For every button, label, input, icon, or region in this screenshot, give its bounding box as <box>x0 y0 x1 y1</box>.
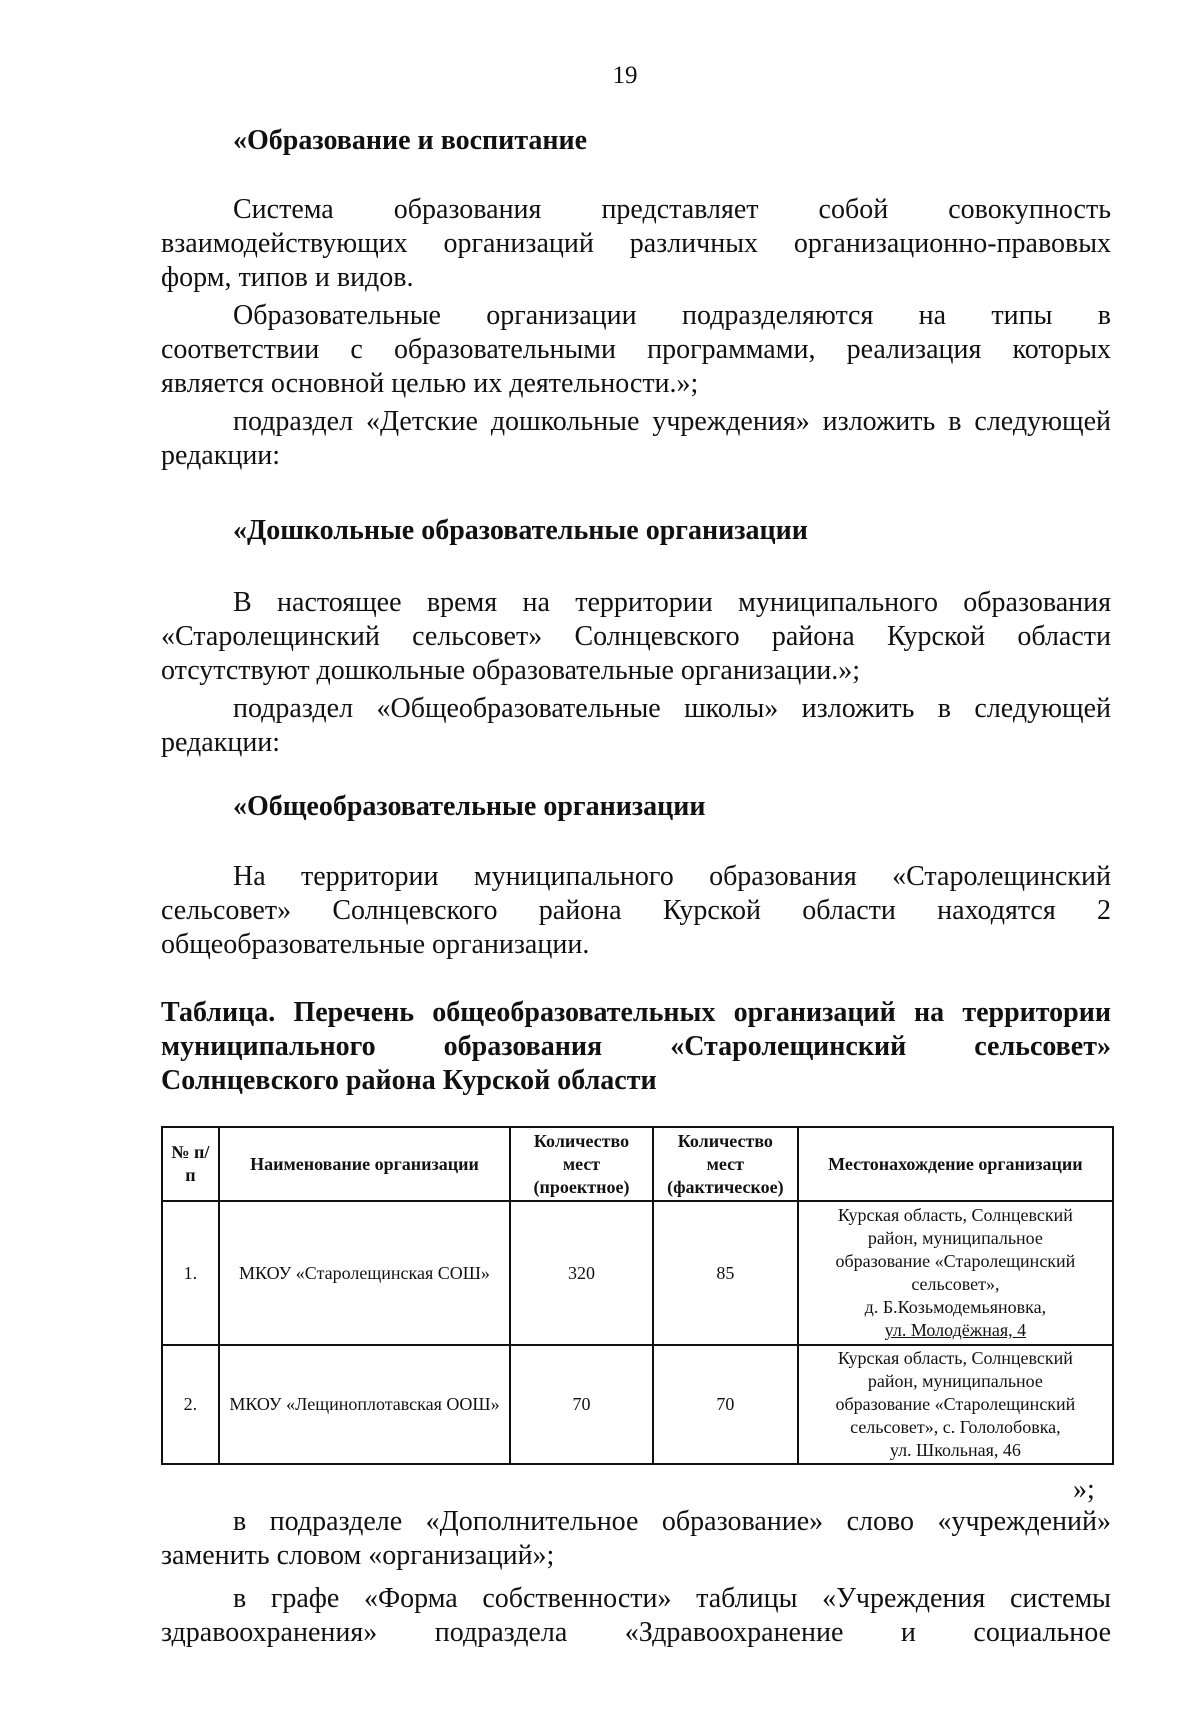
col-header-location: Местонахождение организации <box>798 1127 1113 1201</box>
section-heading-education: «Образование и воспитание <box>233 125 588 156</box>
places-actual: 85 <box>653 1201 798 1345</box>
paragraph-preschool-absent: В настоящее время на территории муниципального образования «Старолещинский сельсовет» Солнцевского района Курской области отсутствуют дошкольные образовательные организации.»; <box>161 587 1111 686</box>
table-caption: Таблица. Перечень общеобразовательных организаций на территории муниципального образования «Старолещинский сельсовет» Солнцевского района Курской области <box>161 997 1111 1096</box>
paragraph-ownership-form: в графе «Форма собственности» таблицы «Учреждения системы здравоохранения» подраздела «Здравоохранение и социальное <box>161 1583 1111 1648</box>
table-header-row <box>162 1127 1113 1201</box>
org-name: МКОУ «Старолещинская СОШ» <box>219 1201 510 1345</box>
col-header-planned: Количество мест (проектное) <box>510 1127 653 1201</box>
page-number: 19 <box>612 62 638 89</box>
org-address: Курская область, Солнцевский район, муниципальное образование «Старолещинский сельсовет», д. Б.Козьмодемьяновка, ул. Молодёжная, 4 <box>798 1201 1113 1345</box>
org-address: Курская область, Солнцевский район, муниципальное образование «Старолещинский сельсовет», с. Гололобовка, ул. Школьная, 46 <box>798 1345 1113 1464</box>
places-planned: 320 <box>510 1201 653 1345</box>
section-heading-preschool: «Дошкольные образовательные организации <box>233 515 808 546</box>
col-header-name: Наименование организации <box>219 1127 510 1201</box>
table-closing-quote: »; <box>1073 1474 1095 1505</box>
paragraph-preschool-amendment: подраздел «Детские дошкольные учреждения» изложить в следующей редакции: <box>161 406 1111 471</box>
table-row <box>162 1201 1113 1345</box>
org-name: МКОУ «Лещиноплотавская ООШ» <box>219 1345 510 1464</box>
col-header-number: № п/п <box>162 1127 219 1201</box>
row-number: 2. <box>162 1345 219 1464</box>
col-header-actual: Количество мест (фактическое) <box>653 1127 798 1201</box>
section-heading-general-education: «Общеобразовательные организации <box>233 791 706 822</box>
table-row <box>162 1345 1113 1464</box>
paragraph-org-types: Образовательные организации подразделяются на типы в соответствии с образовательными программами, реализация которых является основной целью их деятельности.»; <box>161 300 1111 399</box>
paragraph-schools-amendment: подраздел «Общеобразовательные школы» изложить в следующей редакции: <box>161 693 1111 758</box>
paragraph-education-system: Система образования представляет собой совокупность взаимодействующих организаций различных организационно-правовых форм, типов и видов. <box>161 194 1111 293</box>
paragraph-schools-count: На территории муниципального образования «Старолещинский сельсовет» Солнцевского района Курской области находятся 2 общеобразовательные организации. <box>161 861 1111 960</box>
organizations-table <box>161 1126 1114 1465</box>
paragraph-additional-education: в подразделе «Дополнительное образование» слово «учреждений» заменить словом «организаций»; <box>161 1506 1111 1571</box>
places-actual: 70 <box>653 1345 798 1464</box>
row-number: 1. <box>162 1201 219 1345</box>
places-planned: 70 <box>510 1345 653 1464</box>
